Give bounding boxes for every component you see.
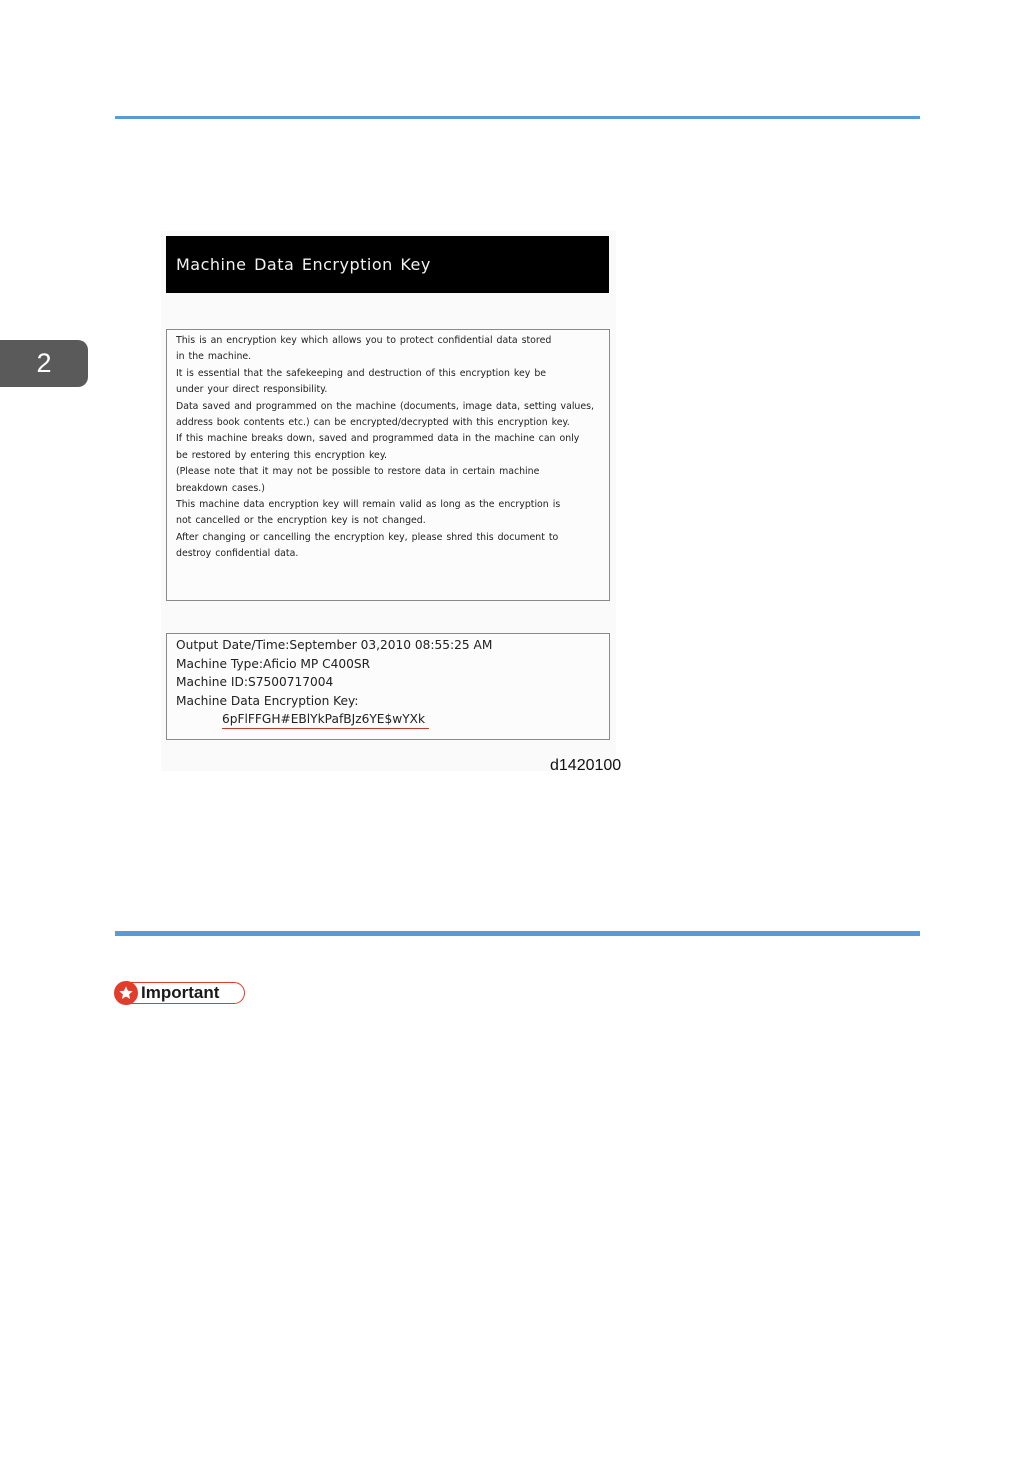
notice-line: Data saved and programmed on the machine (documents, image data, setting values, bbox=[176, 400, 595, 412]
encryption-key-label: Machine Data Encryption Key: bbox=[176, 693, 359, 708]
star-icon bbox=[114, 981, 138, 1005]
important-label: Important bbox=[141, 983, 220, 1002]
machine-type: Machine Type:Aficio MP C400SR bbox=[176, 656, 371, 671]
notice-line: This machine data encryption key will remain valid as long as the encryption is bbox=[176, 499, 561, 511]
section-rule bbox=[115, 931, 920, 936]
notice-line: destroy confidential data. bbox=[176, 548, 299, 560]
encryption-key-value: 6pFlFFGH#EBlYkPafBJz6YE$wYXk bbox=[222, 710, 429, 729]
machine-info-box bbox=[166, 633, 610, 740]
notice-line: under your direct responsibility. bbox=[176, 384, 328, 396]
important-badge bbox=[115, 982, 245, 1004]
notice-line: After changing or cancelling the encryption key, please shred this document to bbox=[176, 531, 559, 543]
notice-line: breakdown cases.) bbox=[176, 482, 265, 494]
chapter-number: 2 bbox=[36, 348, 52, 378]
chapter-tab bbox=[0, 340, 88, 387]
figure-id: d1420100 bbox=[550, 757, 622, 774]
notice-box bbox=[166, 329, 610, 601]
notice-line: not cancelled or the encryption key is not changed. bbox=[176, 515, 426, 527]
header-rule bbox=[115, 116, 920, 119]
notice-line: It is essential that the safekeeping and destruction of this encryption key be bbox=[176, 367, 547, 379]
notice-line: (Please note that it may not be possible to restore data in certain machine bbox=[176, 466, 540, 478]
figure-header-bar bbox=[166, 236, 609, 293]
notice-line: If this machine breaks down, saved and programmed data in the machine can only bbox=[176, 433, 580, 445]
notice-line: in the machine. bbox=[176, 351, 252, 363]
machine-id: Machine ID:S7500717004 bbox=[176, 675, 334, 690]
figure-header-title: Machine Data Encryption Key bbox=[176, 255, 431, 274]
notice-line: address book contents etc.) can be encrypted/decrypted with this encryption key. bbox=[176, 417, 570, 429]
notice-line: This is an encryption key which allows you to protect confidential data stored bbox=[176, 335, 552, 346]
notice-line: be restored by entering this encryption key. bbox=[176, 449, 388, 461]
output-datetime: Output Date/Time:September 03,2010 08:55:25 AM bbox=[176, 638, 493, 652]
